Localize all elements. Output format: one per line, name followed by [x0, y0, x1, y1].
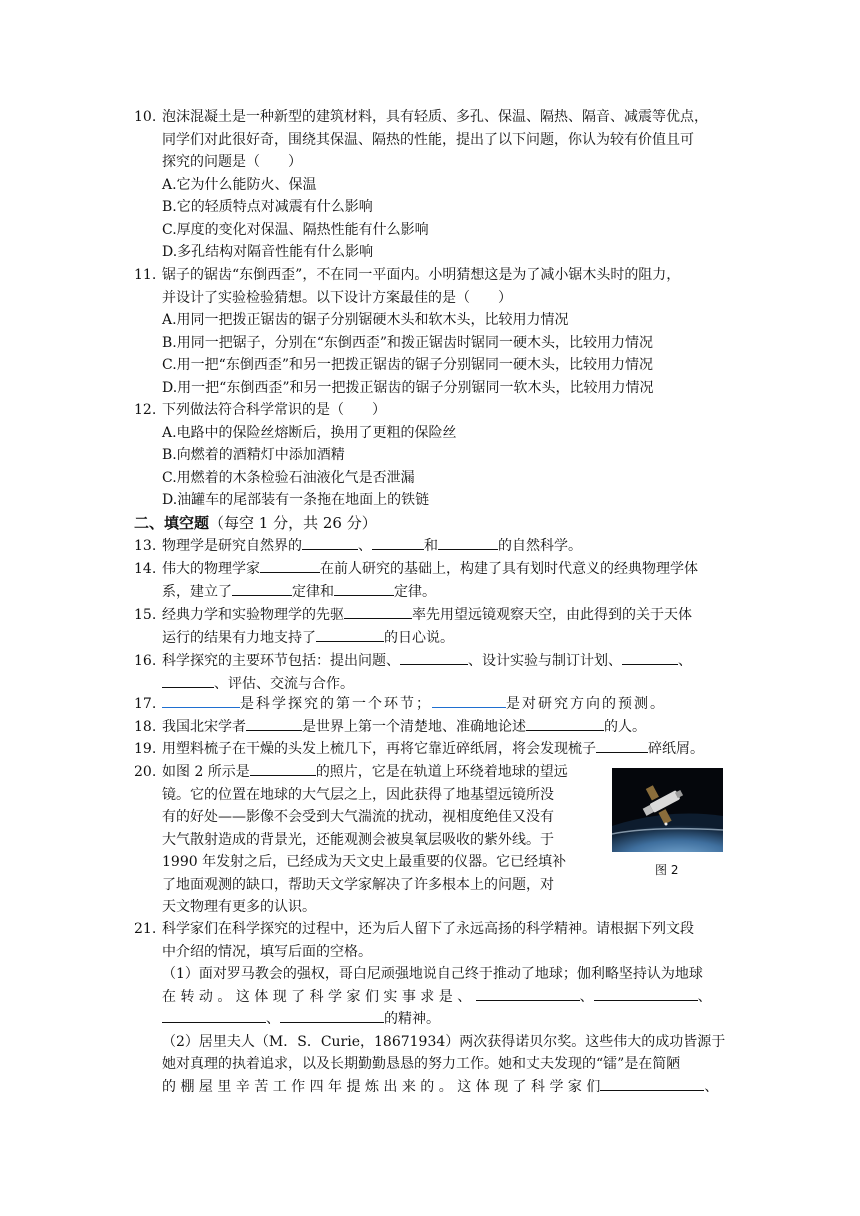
question-number: 20. [134, 764, 157, 780]
option-d: D.油罐车的尾部装有一条拖在地面上的铁链 [162, 492, 430, 508]
answer-blank[interactable] [302, 535, 358, 550]
question-20: 20. 如图 2 所示是 的照片，它是在轨道上环绕着地球的望远 镜。它的位置在地球的大气层之上，因此获得了地基望远镜所没 有的好处——影像不会受到大气湍流的扰动，视相度绝佳又没有 大气散射造成的背景光，还能观测会被臭氧层吸收的紫外线。于 1990 年发射之后，已经成为天文史上最重要的仪器。它已经填补 了地面观测的缺口，帮助天文学家解决了许多根本上的问题，对 天文物理有更多的认识。 [134, 761, 604, 919]
question-16: 16. 科学探究的主要环节包括：提出问题、 、设计实验与制订计划、 、 、评估、交流与合作。 [134, 650, 734, 695]
question-text: 探究的问题是（ ） [162, 154, 302, 170]
question-text: 泡沫混凝土是一种新型的建筑材料，具有轻质、多孔、保温、隔热、隔音、减震等优点， [162, 109, 708, 125]
answer-blank[interactable] [162, 693, 240, 708]
option-c: C.用燃着的木条检验石油液化气是否泄漏 [162, 469, 415, 486]
option-a: A.它为什么能防火、保温 [162, 176, 317, 193]
answer-blank[interactable] [438, 535, 498, 550]
question-number: 18. [134, 719, 157, 735]
question-number: 14. [134, 561, 157, 577]
question-number: 11. [134, 267, 157, 283]
question-21: 21. 科学家们在科学探究的过程中，还为后人留下了永远高扬的科学精神。请根据下列文段 中介绍的情况，填写后面的空格。 （1）面对罗马教会的强权，哥白尼顽强地说自己终于推动了地球；伽利略坚持认为地球 在 转 动 。 这 体 现 了 科 学 家 们 实 事 求 是 、 、 、 、 的精神。 （2）居里夫人（M．S．Curie，18671934）两次获得诺贝尔奖。这些伟大的成功皆源于 她对真理的执着追求，以及长期勤勤恳恳的努力工作。她和丈夫发现的“镭”是在简陋 的 棚 屋 里 辛 苦 工 作 四 年 提 炼 出 来 的 。 这 体 现 了 科 学 家 们 、 [134, 918, 734, 1098]
answer-blank[interactable] [162, 673, 214, 688]
answer-blank[interactable] [316, 627, 384, 642]
question-13: 13. 物理学是研究自然界的 、 和 的自然科学。 [134, 535, 734, 558]
question-number: 12. [134, 402, 157, 418]
question-12 [134, 399, 734, 512]
hubble-telescope-photo [612, 768, 723, 852]
question-number: 13. [134, 538, 157, 554]
question-17: 17. 是科学探究的第一个环节； 是对研究方向的预测。 [134, 693, 734, 716]
option-b: B.用同一把锯子，分别在“东倒西歪”和拨正锯齿时锯同一硬木头，比较用力情况 [162, 334, 654, 351]
answer-blank[interactable] [400, 650, 468, 665]
option-d: D.用一把“东倒西歪”和另一把拨正锯齿的锯子分别锯同一软木头，比较用力情况 [162, 379, 654, 396]
question-number: 16. [134, 653, 157, 669]
answer-blank[interactable] [600, 1076, 704, 1091]
answer-blank[interactable] [334, 581, 394, 596]
option-d: D.多孔结构对隔音性能有什么影响 [162, 244, 374, 260]
question-14: 14. 伟大的物理学家 在前人研究的基础上，构建了具有划时代意义的经典物理学体 系，建立了 定律和 定律。 [134, 558, 734, 603]
question-11 [134, 264, 734, 399]
section-note: （每空 1 分，共 26 分） [209, 514, 377, 532]
question-number: 15. [134, 607, 157, 623]
answer-blank[interactable] [162, 1008, 266, 1023]
answer-blank[interactable] [594, 986, 698, 1001]
question-text: 锯子的锯齿“东倒西歪”，不在同一平面内。小明猜想这是为了减小锯木头时的阻力， [162, 267, 681, 283]
option-a: A.电路中的保险丝熔断后，换用了更粗的保险丝 [162, 424, 457, 441]
answer-blank[interactable] [596, 738, 648, 753]
option-b: B.它的轻质特点对减震有什么影响 [162, 199, 373, 215]
question-text: 并设计了实验检验猜想。以下设计方案最佳的是（ ） [162, 289, 512, 306]
section-title: 二、填空题 [134, 514, 210, 532]
answer-blank[interactable] [246, 716, 302, 731]
question-text: 下列做法符合科学常识的是（ ） [162, 402, 386, 418]
question-10 [134, 106, 734, 264]
question-text: 同学们对此很好奇，围绕其保温、隔热的性能，提出了以下问题，你认为较有价值且可 [162, 131, 694, 148]
answer-blank[interactable] [344, 604, 412, 619]
question-15: 15. 经典力学和实验物理学的先驱 率先用望远镜观察天空，由此得到的关于天体 运行的结果有力地支持了 的日心说。 [134, 604, 734, 649]
answer-blank[interactable] [476, 986, 580, 1001]
answer-blank[interactable] [250, 761, 316, 776]
answer-blank[interactable] [372, 535, 424, 550]
answer-blank[interactable] [260, 558, 320, 573]
section-heading [134, 512, 377, 534]
answer-blank[interactable] [432, 693, 506, 708]
option-a: A.用同一把拨正锯齿的锯子分别锯硬木头和软木头，比较用力情况 [162, 312, 569, 328]
figure-caption: 图 2 [655, 863, 679, 877]
question-number: 21. [134, 921, 157, 937]
option-c: C.厚度的变化对保温、隔热性能有什么影响 [162, 221, 429, 238]
question-number: 10. [134, 109, 157, 125]
answer-blank[interactable] [622, 650, 678, 665]
answer-blank[interactable] [526, 716, 604, 731]
option-c: C.用一把“东倒西歪”和另一把拨正锯齿的锯子分别锯同一硬木头，比较用力情况 [162, 357, 653, 373]
question-number: 17. [134, 696, 157, 712]
question-number: 19. [134, 741, 157, 757]
answer-blank[interactable] [232, 581, 292, 596]
question-18: 18. 我国北宋学者 是世界上第一个清楚地、准确地论述 的人。 [134, 716, 734, 739]
answer-blank[interactable] [280, 1008, 384, 1023]
option-b: B.向燃着的酒精灯中添加酒精 [162, 447, 345, 463]
question-19: 19. 用塑料梳子在干燥的头发上梳几下，再将它靠近碎纸屑，将会发现梳子 碎纸屑。 [134, 738, 734, 761]
